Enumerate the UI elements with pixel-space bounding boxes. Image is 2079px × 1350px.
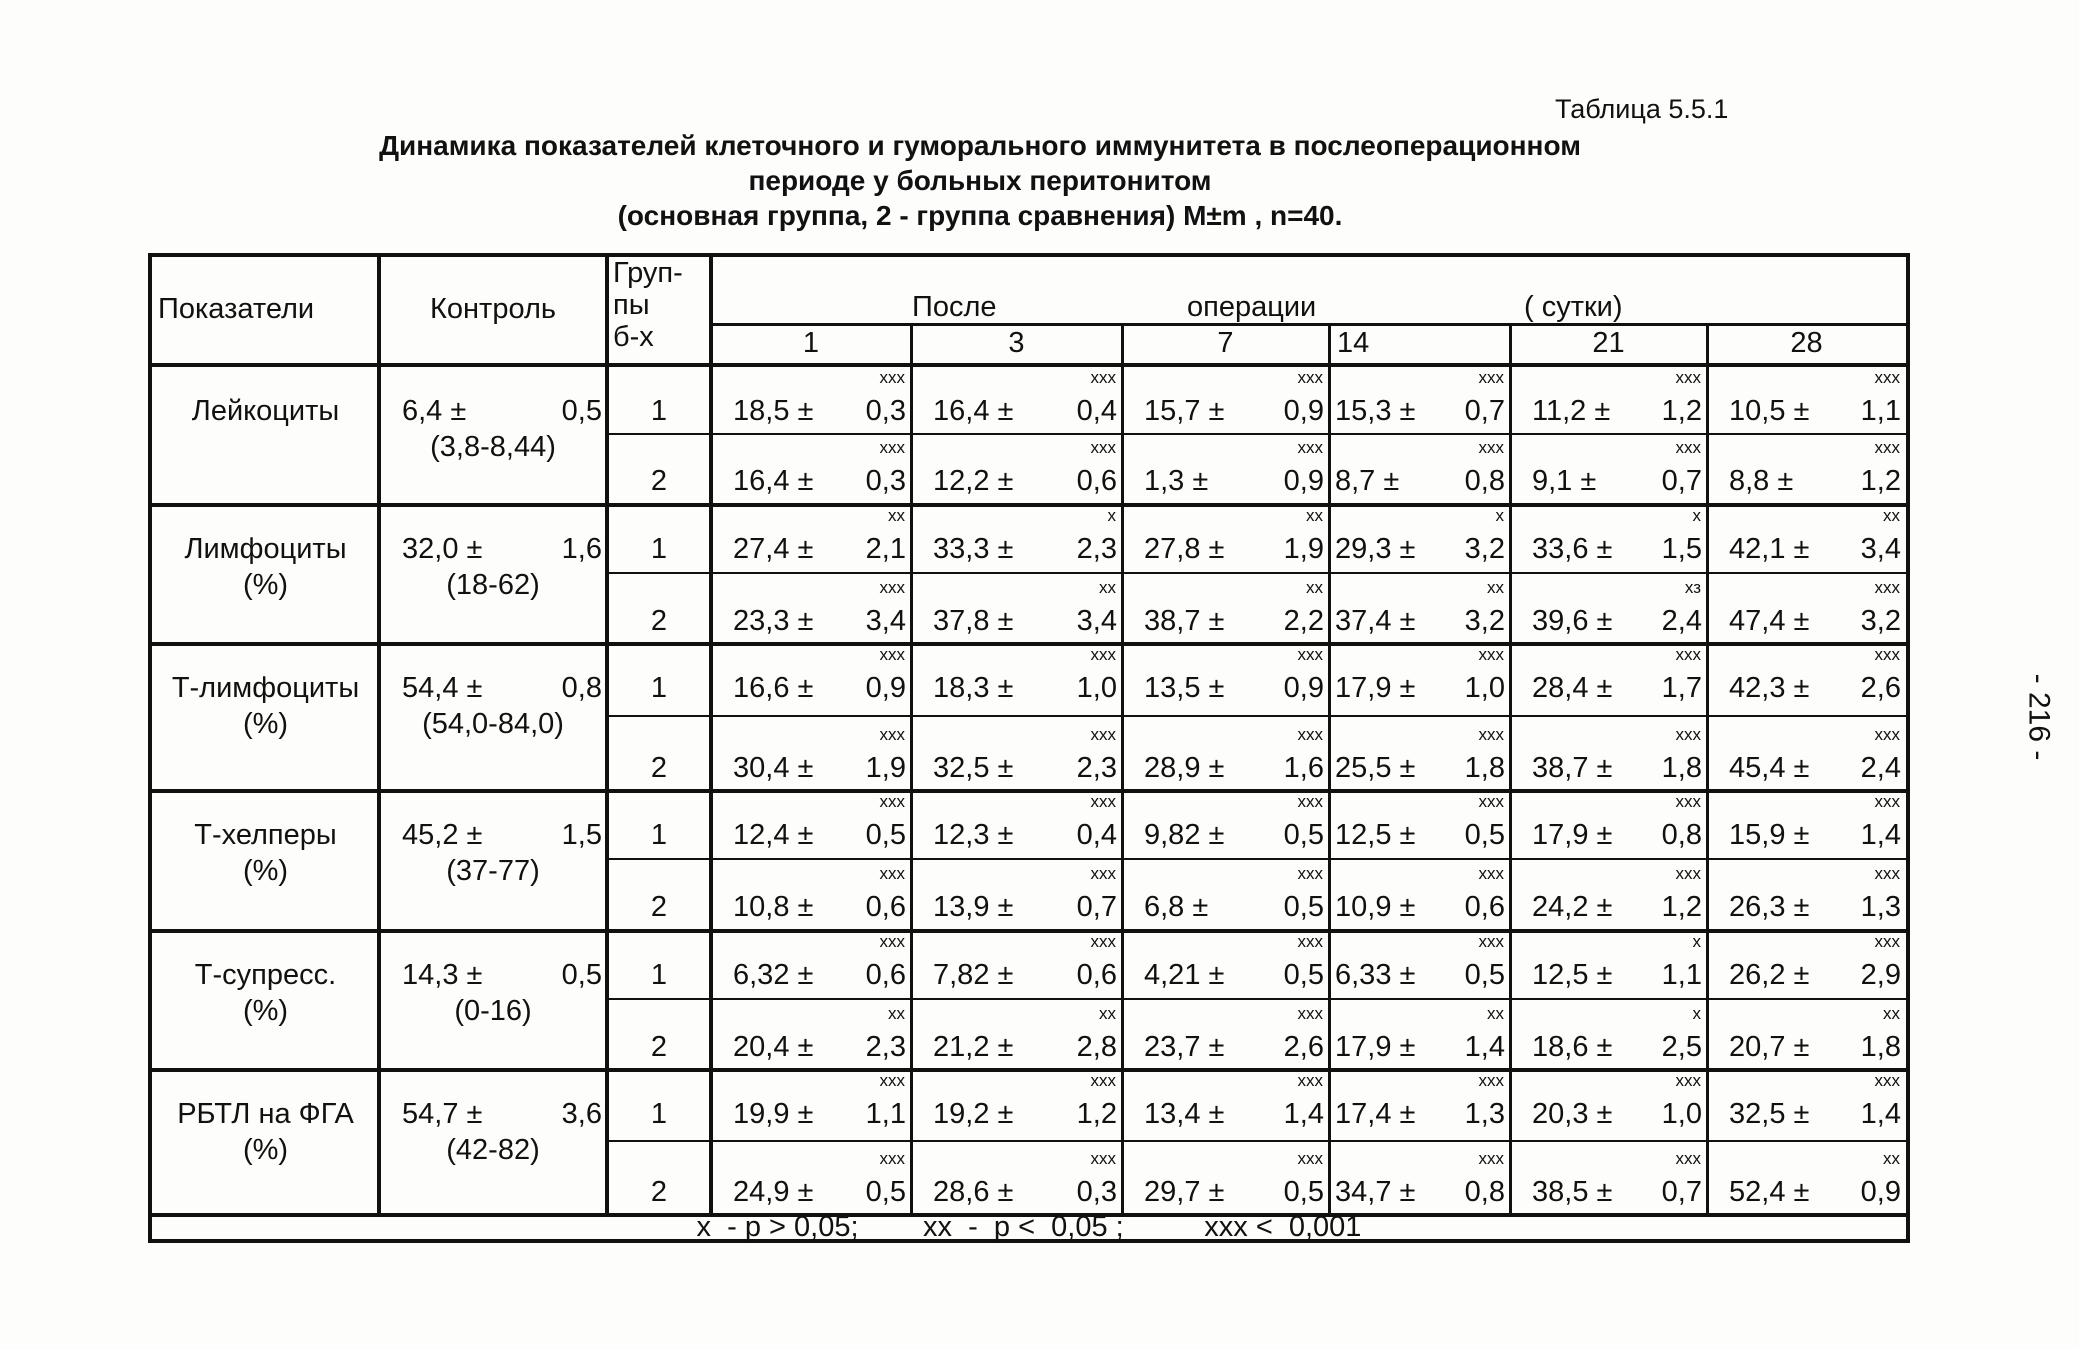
- mean-value: 38,5 ±: [1532, 1176, 1613, 1208]
- error-value: 0,9: [1283, 395, 1324, 427]
- mean-value: 42,1 ±: [1729, 533, 1810, 565]
- significance-mark: х: [1495, 506, 1504, 525]
- title-line: (основная группа, 2 - группа сравнения) М±m , n=40.: [617, 200, 1343, 231]
- significance-mark: ххх: [1297, 725, 1323, 744]
- significance-mark: ххх: [1478, 1149, 1504, 1168]
- significance-mark: ххх: [1874, 864, 1900, 883]
- error-value: 1,0: [1464, 672, 1505, 704]
- significance-mark: ххх: [879, 1149, 905, 1168]
- indicator-name: Т-хелперы: [194, 819, 337, 851]
- mean-value: 27,8 ±: [1144, 533, 1225, 565]
- significance-mark: ххх: [1090, 645, 1116, 664]
- significance-mark: ххх: [1090, 1149, 1116, 1168]
- header-day-14: 14: [1337, 327, 1370, 359]
- mean-value: 8,7 ±: [1335, 465, 1400, 497]
- mean-value: 12,5 ±: [1335, 819, 1416, 851]
- significance-mark: ххх: [1090, 792, 1116, 811]
- group-divider: [607, 1140, 1906, 1142]
- error-value: 2,2: [1283, 605, 1324, 637]
- significance-mark: ххх: [1874, 578, 1900, 597]
- indicator-name: Лейкоциты: [191, 395, 340, 427]
- header-after: После: [912, 291, 997, 323]
- mean-value: 18,5 ±: [733, 395, 814, 427]
- significance-mark: хх: [1487, 1004, 1504, 1023]
- significance-mark: хх: [888, 1004, 905, 1023]
- header-day-3: 3: [1008, 327, 1025, 359]
- mean-value: 6,8 ±: [1144, 891, 1209, 923]
- group-number: 1: [650, 395, 668, 427]
- mean-value: 13,4 ±: [1144, 1098, 1225, 1130]
- error-value: 1,2: [1860, 465, 1901, 497]
- error-value: 2,6: [1860, 672, 1901, 704]
- error-value: 0,3: [865, 395, 906, 427]
- significance-mark: ххх: [1874, 792, 1900, 811]
- significance-mark: ххх: [1675, 1149, 1701, 1168]
- mean-value: 24,2 ±: [1532, 891, 1613, 923]
- mean-value: 32,5 ±: [933, 752, 1014, 784]
- header-group: б-х: [613, 321, 654, 353]
- mean-value: 6,33 ±: [1335, 959, 1416, 991]
- mean-value: 39,6 ±: [1532, 605, 1613, 637]
- error-value: 2,6: [1283, 1031, 1324, 1063]
- indicator-name: Лимфоциты: [184, 533, 347, 565]
- significance-mark: ххх: [1090, 864, 1116, 883]
- significance-mark: ххх: [879, 645, 905, 664]
- mean-value: 33,6 ±: [1532, 533, 1613, 565]
- error-value: 1,4: [1283, 1098, 1324, 1130]
- mean-value: 17,4 ±: [1335, 1098, 1416, 1130]
- significance-mark: ххх: [879, 578, 905, 597]
- mean-value: 34,7 ±: [1335, 1176, 1416, 1208]
- mean-value: 12,5 ±: [1532, 959, 1613, 991]
- header-group: Груп-: [613, 257, 683, 289]
- significance-mark: хх: [1306, 506, 1323, 525]
- indicator-name: (%): [242, 855, 289, 887]
- significance-mark: ххх: [1478, 725, 1504, 744]
- mean-value: 13,9 ±: [933, 891, 1014, 923]
- significance-mark: х: [1692, 932, 1701, 951]
- error-value: 1,9: [1283, 533, 1324, 565]
- significance-mark: ххх: [1874, 645, 1900, 664]
- header-divider: [711, 323, 1906, 326]
- error-value: 0,4: [1076, 819, 1117, 851]
- error-value: 0,5: [1283, 819, 1324, 851]
- error-value: 2,4: [1661, 605, 1702, 637]
- error-value: 1,5: [1661, 533, 1702, 565]
- group-number: 1: [650, 819, 668, 851]
- significance-mark: ххх: [1478, 792, 1504, 811]
- group-divider: [607, 715, 1906, 717]
- indicator-name: (%): [242, 1134, 289, 1166]
- mean-value: 1,3 ±: [1144, 465, 1209, 497]
- error-value: 1,3: [1860, 891, 1901, 923]
- error-value: 0,7: [1076, 891, 1117, 923]
- significance-mark: х: [1692, 1004, 1701, 1023]
- significance-mark: ххх: [1874, 932, 1900, 951]
- mean-value: 7,82 ±: [933, 959, 1014, 991]
- significance-mark: ххх: [1874, 438, 1900, 457]
- mean-value: 23,3 ±: [733, 605, 814, 637]
- mean-value: 52,4 ±: [1729, 1176, 1810, 1208]
- mean-value: 27,4 ±: [733, 533, 814, 565]
- significance-mark: ххх: [1297, 645, 1323, 664]
- significance-mark: хх: [888, 506, 905, 525]
- group-number: 2: [650, 752, 668, 784]
- error-value: 0,5: [865, 819, 906, 851]
- error-value: 0,8: [1464, 1176, 1505, 1208]
- control-error: 0,8: [561, 672, 602, 704]
- significance-mark: ххх: [1297, 864, 1323, 883]
- error-value: 0,4: [1076, 395, 1117, 427]
- significance-mark: хх: [1306, 578, 1323, 597]
- error-value: 0,9: [1860, 1176, 1901, 1208]
- table-title: [150, 128, 1810, 233]
- group-number: 2: [650, 465, 668, 497]
- error-value: 0,6: [1464, 891, 1505, 923]
- error-value: 0,3: [1076, 1176, 1117, 1208]
- mean-value: 12,2 ±: [933, 465, 1014, 497]
- error-value: 2,3: [865, 1031, 906, 1063]
- indicator-name: Т-лимфоциты: [171, 672, 360, 704]
- day-column-divider: [1509, 325, 1512, 1215]
- mean-value: 17,9 ±: [1335, 672, 1416, 704]
- group-divider: [607, 998, 1906, 1000]
- mean-value: 19,9 ±: [733, 1098, 814, 1130]
- mean-value: 28,9 ±: [1144, 752, 1225, 784]
- significance-mark: ххх: [1090, 368, 1116, 387]
- group-number: 1: [650, 672, 668, 704]
- header-day-1: 1: [802, 327, 820, 359]
- error-value: 1,7: [1661, 672, 1702, 704]
- header-day-7: 7: [1217, 327, 1234, 359]
- mean-value: 33,3 ±: [933, 533, 1014, 565]
- error-value: 1,9: [865, 752, 906, 784]
- mean-value: 13,5 ±: [1144, 672, 1225, 704]
- significance-mark: ххх: [1478, 932, 1504, 951]
- error-value: 1,4: [1860, 1098, 1901, 1130]
- significance-mark: х: [1692, 506, 1701, 525]
- error-value: 3,2: [1464, 605, 1505, 637]
- group-number: 1: [650, 1098, 668, 1130]
- significance-mark: хх: [1883, 1149, 1900, 1168]
- mean-value: 9,82 ±: [1144, 819, 1225, 851]
- group-divider: [607, 858, 1906, 860]
- significance-mark: ххх: [879, 438, 905, 457]
- error-value: 2,4: [1860, 752, 1901, 784]
- mean-value: 29,3 ±: [1335, 533, 1416, 565]
- error-value: 1,0: [1076, 672, 1117, 704]
- mean-value: 10,9 ±: [1335, 891, 1416, 923]
- group-divider: [607, 572, 1906, 574]
- significance-mark: х: [1107, 506, 1116, 525]
- error-value: 2,3: [1076, 752, 1117, 784]
- mean-value: 17,9 ±: [1335, 1031, 1416, 1063]
- error-value: 0,5: [1464, 959, 1505, 991]
- error-value: 1,4: [1860, 819, 1901, 851]
- error-value: 0,6: [865, 959, 906, 991]
- significance-mark: ххх: [1675, 864, 1701, 883]
- mean-value: 25,5 ±: [1335, 752, 1416, 784]
- error-value: 0,5: [1283, 959, 1324, 991]
- error-value: 1,8: [1661, 752, 1702, 784]
- significance-mark: ххх: [1675, 438, 1701, 457]
- indicator-name: Т-супресс.: [194, 959, 337, 991]
- significance-mark: ххх: [1675, 1071, 1701, 1090]
- header-bottom-line: [152, 363, 1906, 367]
- header-day-21: 21: [1592, 327, 1625, 359]
- group-number: 2: [650, 1031, 668, 1063]
- control-mean: 32,0 ±: [402, 533, 483, 565]
- error-value: 1,8: [1860, 1031, 1901, 1063]
- data-table: [148, 253, 1910, 1243]
- day-column-divider: [1706, 325, 1709, 1215]
- significance-mark: ххх: [1297, 792, 1323, 811]
- error-value: 1,4: [1464, 1031, 1505, 1063]
- error-value: 2,5: [1661, 1031, 1702, 1063]
- error-value: 0,6: [865, 891, 906, 923]
- significance-mark: ххх: [1478, 645, 1504, 664]
- error-value: 1,8: [1464, 752, 1505, 784]
- mean-value: 15,9 ±: [1729, 819, 1810, 851]
- header-control: Контроль: [430, 293, 556, 325]
- day-column-divider: [1328, 325, 1331, 1215]
- significance-mark: ххх: [1090, 438, 1116, 457]
- mean-value: 11,2 ±: [1532, 395, 1611, 427]
- significance-mark: ххх: [1478, 368, 1504, 387]
- header-indicator: Показатели: [158, 293, 315, 325]
- error-value: 1,2: [1661, 395, 1702, 427]
- mean-value: 38,7 ±: [1144, 605, 1225, 637]
- control-range: (3,8-8,44): [430, 431, 556, 463]
- error-value: 0,9: [1283, 672, 1324, 704]
- control-error: 1,5: [561, 819, 602, 851]
- mean-value: 10,5 ±: [1729, 395, 1810, 427]
- mean-value: 15,7 ±: [1144, 395, 1225, 427]
- mean-value: 32,5 ±: [1729, 1098, 1810, 1130]
- error-value: 0,8: [1661, 819, 1702, 851]
- significance-mark: ххх: [1090, 1071, 1116, 1090]
- error-value: 0,7: [1464, 395, 1505, 427]
- significance-mark: ххх: [1675, 792, 1701, 811]
- mean-value: 10,8 ±: [733, 891, 814, 923]
- title-line: периоде у больных перитонитом: [748, 165, 1212, 196]
- significance-mark: ххх: [879, 725, 905, 744]
- mean-value: 16,4 ±: [733, 465, 814, 497]
- mean-value: 18,3 ±: [933, 672, 1014, 704]
- error-value: 0,7: [1661, 1176, 1702, 1208]
- day-column-divider: [910, 325, 913, 1215]
- significance-mark: ххх: [879, 932, 905, 951]
- control-error: 3,6: [561, 1098, 602, 1130]
- indicator-name: (%): [242, 708, 289, 740]
- significance-mark: хз: [1684, 578, 1701, 597]
- group-divider: [607, 433, 1906, 435]
- significance-mark: ххх: [1478, 864, 1504, 883]
- error-value: 2,3: [1076, 533, 1117, 565]
- indicator-name: (%): [242, 995, 289, 1027]
- control-range: (54,0-84,0): [422, 708, 564, 740]
- error-value: 1,2: [1661, 891, 1702, 923]
- error-value: 0,7: [1661, 465, 1702, 497]
- mean-value: 12,4 ±: [733, 819, 814, 851]
- significance-mark: ххх: [879, 368, 905, 387]
- indicator-name: (%): [242, 569, 289, 601]
- group-number: 2: [650, 605, 668, 637]
- mean-value: 30,4 ±: [733, 752, 814, 784]
- control-range: (18-62): [446, 569, 540, 601]
- error-value: 0,9: [865, 672, 906, 704]
- error-value: 2,8: [1076, 1031, 1117, 1063]
- significance-mark: ххх: [1090, 725, 1116, 744]
- significance-mark: ххх: [1675, 645, 1701, 664]
- mean-value: 21,2 ±: [933, 1031, 1014, 1063]
- error-value: 1,6: [1283, 752, 1324, 784]
- page-number: - 216 -: [2022, 673, 2056, 761]
- error-value: 1,3: [1464, 1098, 1505, 1130]
- mean-value: 37,8 ±: [933, 605, 1014, 637]
- header-operation: операции: [1187, 291, 1317, 323]
- table-label: Таблица 5.5.1: [1555, 94, 1729, 124]
- error-value: 3,2: [1464, 533, 1505, 565]
- significance-mark: хх: [1487, 578, 1504, 597]
- error-value: 2,9: [1860, 959, 1901, 991]
- header-group: пы: [613, 289, 650, 321]
- mean-value: 8,8 ±: [1729, 465, 1794, 497]
- error-value: 0,5: [1283, 891, 1324, 923]
- error-value: 0,6: [1076, 465, 1117, 497]
- control-range: (42-82): [446, 1134, 540, 1166]
- mean-value: 12,3 ±: [933, 819, 1014, 851]
- mean-value: 38,7 ±: [1532, 752, 1613, 784]
- group-number: 1: [650, 959, 668, 991]
- significance-mark: хх: [1099, 578, 1116, 597]
- control-mean: 54,4 ±: [402, 672, 483, 704]
- significance-mark: ххх: [1675, 725, 1701, 744]
- significance-mark: ххх: [1297, 1004, 1323, 1023]
- error-value: 3,2: [1860, 605, 1901, 637]
- control-range: (0-16): [454, 995, 532, 1027]
- mean-value: 16,4 ±: [933, 395, 1014, 427]
- control-error: 0,5: [561, 959, 602, 991]
- mean-value: 16,6 ±: [733, 672, 814, 704]
- significance-mark: ххх: [879, 792, 905, 811]
- mean-value: 24,9 ±: [733, 1176, 814, 1208]
- control-mean: 54,7 ±: [402, 1098, 483, 1130]
- mean-value: 29,7 ±: [1144, 1176, 1225, 1208]
- mean-value: 45,4 ±: [1729, 752, 1810, 784]
- mean-value: 26,3 ±: [1729, 891, 1810, 923]
- significance-mark: ххх: [1297, 438, 1323, 457]
- mean-value: 4,21 ±: [1144, 959, 1225, 991]
- error-value: 1,2: [1076, 1098, 1117, 1130]
- mean-value: 9,1 ±: [1532, 465, 1597, 497]
- error-value: 3,4: [1860, 533, 1901, 565]
- significance-mark: ххх: [1297, 1149, 1323, 1168]
- significance-mark: хх: [1883, 506, 1900, 525]
- header-day-28: 28: [1790, 327, 1823, 359]
- significance-mark: ххх: [1478, 438, 1504, 457]
- significance-mark: ххх: [1874, 368, 1900, 387]
- mean-value: 6,32 ±: [733, 959, 814, 991]
- mean-value: 26,2 ±: [1729, 959, 1810, 991]
- significance-mark: хх: [1883, 1004, 1900, 1023]
- group-number: 2: [650, 1176, 668, 1208]
- error-value: 1,0: [1661, 1098, 1702, 1130]
- control-error: 0,5: [561, 395, 602, 427]
- error-value: 1,1: [1661, 959, 1702, 991]
- significance-mark: ххх: [879, 864, 905, 883]
- mean-value: 28,6 ±: [933, 1176, 1014, 1208]
- error-value: 0,5: [1283, 1176, 1324, 1208]
- mean-value: 28,4 ±: [1532, 672, 1613, 704]
- mean-value: 42,3 ±: [1729, 672, 1810, 704]
- error-value: 0,5: [865, 1176, 906, 1208]
- significance-mark: ххх: [1090, 932, 1116, 951]
- indicator-name: РБТЛ на ФГА: [177, 1098, 354, 1130]
- significance-mark: хх: [1099, 1004, 1116, 1023]
- error-value: 0,3: [865, 465, 906, 497]
- control-mean: 14,3 ±: [402, 959, 483, 991]
- group-number: 2: [650, 891, 668, 923]
- control-mean: 45,2 ±: [402, 819, 483, 851]
- significance-mark: ххх: [879, 1071, 905, 1090]
- mean-value: 20,3 ±: [1532, 1098, 1613, 1130]
- mean-value: 20,7 ±: [1729, 1031, 1810, 1063]
- mean-value: 15,3 ±: [1335, 395, 1416, 427]
- significance-mark: ххх: [1874, 725, 1900, 744]
- control-error: 1,6: [561, 533, 602, 565]
- error-value: 3,4: [1076, 605, 1117, 637]
- error-value: 2,1: [865, 533, 906, 565]
- mean-value: 47,4 ±: [1729, 605, 1810, 637]
- day-column-divider: [1121, 325, 1124, 1215]
- significance-mark: ххх: [1297, 1071, 1323, 1090]
- mean-value: 18,6 ±: [1532, 1031, 1613, 1063]
- mean-value: 17,9 ±: [1532, 819, 1613, 851]
- significance-mark: ххх: [1478, 1071, 1504, 1090]
- error-value: 1,1: [1860, 395, 1901, 427]
- footnote: х - р > 0,05; хх - р < 0,05 ; ххх < 0,001: [696, 1211, 1362, 1243]
- error-value: 1,1: [865, 1098, 906, 1130]
- control-range: (37-77): [446, 855, 540, 887]
- significance-mark: ххх: [1874, 1071, 1900, 1090]
- error-value: 3,4: [865, 605, 906, 637]
- control-mean: 6,4 ±: [402, 395, 467, 427]
- error-value: 0,6: [1076, 959, 1117, 991]
- group-number: 1: [650, 533, 668, 565]
- significance-mark: ххх: [1297, 932, 1323, 951]
- error-value: 0,5: [1464, 819, 1505, 851]
- mean-value: 37,4 ±: [1335, 605, 1416, 637]
- mean-value: 23,7 ±: [1144, 1031, 1225, 1063]
- mean-value: 20,4 ±: [733, 1031, 814, 1063]
- significance-mark: ххх: [1675, 368, 1701, 387]
- error-value: 0,8: [1464, 465, 1505, 497]
- title-line: Динамика показателей клеточного и гуморального иммунитета в послеоперационном: [379, 130, 1581, 161]
- mean-value: 19,2 ±: [933, 1098, 1014, 1130]
- header-days-unit: ( сутки): [1524, 291, 1623, 323]
- significance-mark: ххх: [1297, 368, 1323, 387]
- error-value: 0,9: [1283, 465, 1324, 497]
